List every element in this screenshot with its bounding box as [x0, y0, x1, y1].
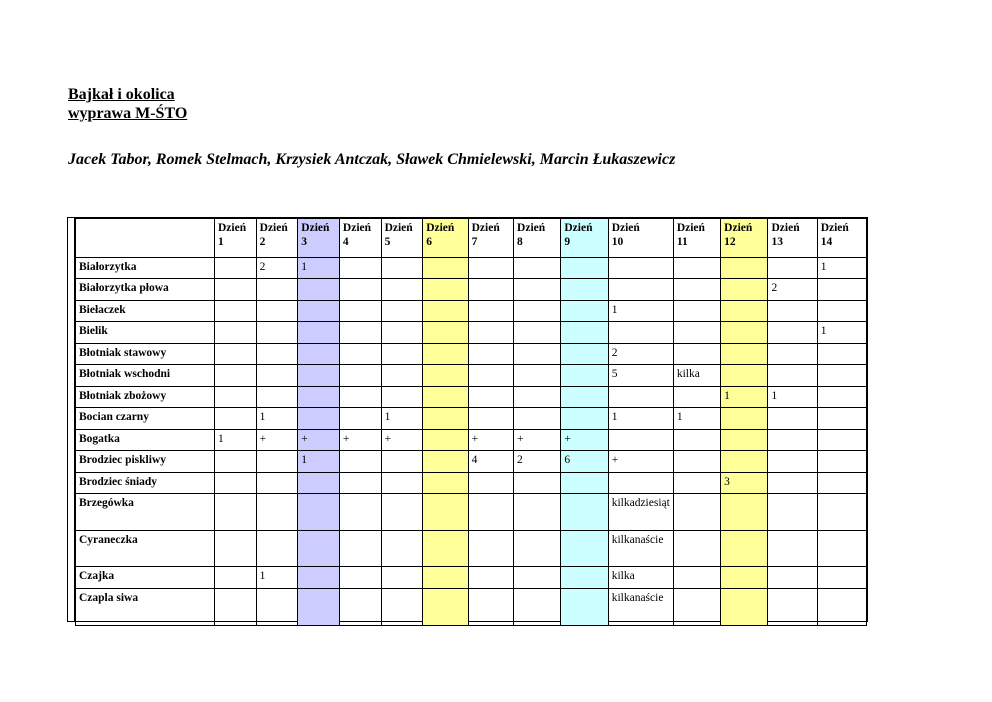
day-header-6	[423, 219, 468, 258]
sighting-count-day-3: +	[298, 430, 340, 451]
sighting-count-day-9	[561, 322, 608, 344]
sighting-count-day-5	[381, 322, 423, 344]
sighting-count-day-7	[468, 258, 513, 279]
table-row	[76, 589, 867, 626]
sighting-count-day-8	[514, 322, 561, 344]
sighting-count-day-7: 4	[468, 451, 513, 473]
sighting-count-day-8	[514, 387, 561, 408]
sighting-count-day-5: 1	[381, 408, 423, 430]
table-row	[76, 344, 867, 365]
sighting-count-day-12	[721, 430, 768, 451]
sighting-count-day-5	[381, 589, 423, 626]
sighting-count-day-6	[423, 322, 468, 344]
species-name: Błotniak zbożowy	[76, 387, 215, 408]
sighting-count-day-11	[673, 301, 720, 322]
sighting-count-day-4	[339, 408, 381, 430]
sighting-count-day-8	[514, 408, 561, 430]
sighting-count-day-2	[256, 301, 298, 322]
sighting-count-day-13	[768, 430, 817, 451]
species-name: Białorzytka płowa	[76, 279, 215, 301]
sighting-count-day-3	[298, 365, 340, 387]
sighting-count-day-13	[768, 408, 817, 430]
sighting-count-day-13	[768, 451, 817, 473]
sighting-count-day-12	[721, 408, 768, 430]
sighting-count-day-14	[817, 531, 866, 567]
sighting-count-day-5	[381, 344, 423, 365]
sighting-count-day-14: 1	[817, 322, 866, 344]
table-row	[76, 279, 867, 301]
sighting-count-day-11	[673, 531, 720, 567]
sighting-count-day-12	[721, 531, 768, 567]
day-header-label: Dzień	[564, 222, 593, 234]
species-name: Brodziec piskliwy	[76, 451, 215, 473]
sighting-count-day-9	[561, 387, 608, 408]
day-header-4	[339, 219, 381, 258]
sighting-count-day-10: kilkanaście	[608, 589, 673, 626]
table-row	[76, 301, 867, 322]
sighting-count-day-3	[298, 567, 340, 589]
sighting-count-day-4	[339, 387, 381, 408]
sighting-count-day-9: 6	[561, 451, 608, 473]
sighting-count-day-8	[514, 589, 561, 626]
table-row	[76, 258, 867, 279]
sighting-count-day-1	[215, 344, 257, 365]
sighting-count-day-1	[215, 589, 257, 626]
day-header-10	[608, 219, 673, 258]
day-header-number: 9	[564, 236, 571, 248]
sighting-count-day-4	[339, 451, 381, 473]
table-row	[76, 451, 867, 473]
sighting-count-day-1	[215, 473, 257, 494]
sighting-count-day-10: 5	[608, 365, 673, 387]
day-header-8	[514, 219, 561, 258]
day-header-number: 1	[218, 236, 224, 248]
sighting-count-day-2	[256, 473, 298, 494]
sighting-count-day-11	[673, 344, 720, 365]
sighting-count-day-14	[817, 494, 866, 531]
sighting-count-day-6	[423, 258, 468, 279]
sighting-count-day-2	[256, 365, 298, 387]
sightings-table-frame	[67, 217, 868, 622]
sighting-count-day-10	[608, 279, 673, 301]
sighting-count-day-2	[256, 589, 298, 626]
sighting-count-day-6	[423, 589, 468, 626]
sighting-count-day-12: 3	[721, 473, 768, 494]
sighting-count-day-8	[514, 365, 561, 387]
day-header-number: 2	[259, 236, 266, 248]
sighting-count-day-2: 1	[256, 567, 298, 589]
sighting-count-day-3	[298, 408, 340, 430]
day-header-7	[468, 219, 513, 258]
day-header-number: 4	[342, 236, 349, 248]
sighting-count-day-6	[423, 301, 468, 322]
day-header-5	[381, 219, 423, 258]
sighting-count-day-2: +	[256, 430, 298, 451]
sighting-count-day-4	[339, 473, 381, 494]
sighting-count-day-12	[721, 589, 768, 626]
sighting-count-day-4	[339, 567, 381, 589]
sighting-count-day-1	[215, 322, 257, 344]
sighting-count-day-1	[215, 258, 257, 279]
document-title	[68, 85, 187, 123]
sighting-count-day-9	[561, 301, 608, 322]
day-header-number: 11	[676, 236, 688, 248]
species-name: Czajka	[76, 567, 215, 589]
sighting-count-day-14	[817, 301, 866, 322]
sighting-count-day-14	[817, 589, 866, 626]
sighting-count-day-13	[768, 473, 817, 494]
sighting-count-day-12	[721, 365, 768, 387]
sighting-count-day-1	[215, 531, 257, 567]
sighting-count-day-9	[561, 344, 608, 365]
sighting-count-day-11	[673, 258, 720, 279]
species-name: Błotniak wschodni	[76, 365, 215, 387]
day-header-14	[817, 219, 866, 258]
sighting-count-day-12	[721, 494, 768, 531]
sighting-count-day-6	[423, 365, 468, 387]
authors-line: Jacek Tabor, Romek Stelmach, Krzysiek Antczak, Sławek Chmielewski, Marcin Łukaszewicz	[68, 151, 676, 168]
sighting-count-day-12	[721, 279, 768, 301]
table-row	[76, 387, 867, 408]
sighting-count-day-9	[561, 279, 608, 301]
sighting-count-day-6	[423, 387, 468, 408]
title-line-2: wyprawa M-ŚTO	[68, 105, 188, 122]
sighting-count-day-9	[561, 365, 608, 387]
sighting-count-day-1	[215, 451, 257, 473]
day-header-label: Dzień	[384, 222, 413, 234]
sighting-count-day-4	[339, 494, 381, 531]
sighting-count-day-3: 1	[298, 258, 340, 279]
sighting-count-day-6	[423, 567, 468, 589]
sighting-count-day-9	[561, 258, 608, 279]
sighting-count-day-10: 2	[608, 344, 673, 365]
day-header-label: Dzień	[676, 222, 705, 234]
sighting-count-day-4	[339, 365, 381, 387]
table-row	[76, 430, 867, 451]
sighting-count-day-7	[468, 473, 513, 494]
sighting-count-day-1	[215, 279, 257, 301]
sighting-count-day-1: 1	[215, 430, 257, 451]
sighting-count-day-10: +	[608, 451, 673, 473]
sighting-count-day-1	[215, 567, 257, 589]
sighting-count-day-9: +	[561, 430, 608, 451]
day-header-label: Dzień	[771, 222, 800, 234]
sighting-count-day-7	[468, 494, 513, 531]
sighting-count-day-1	[215, 408, 257, 430]
day-header-2	[256, 219, 298, 258]
sighting-count-day-6	[423, 494, 468, 531]
day-header-number: 6	[426, 236, 432, 248]
sighting-count-day-3	[298, 301, 340, 322]
sighting-count-day-6	[423, 430, 468, 451]
sighting-count-day-6	[423, 451, 468, 473]
sighting-count-day-3	[298, 494, 340, 531]
sighting-count-day-8	[514, 301, 561, 322]
day-header-label: Dzień	[611, 222, 640, 234]
sighting-count-day-13	[768, 322, 817, 344]
sighting-count-day-5	[381, 494, 423, 531]
sighting-count-day-8: 2	[514, 451, 561, 473]
day-header-13	[768, 219, 817, 258]
sighting-count-day-11	[673, 473, 720, 494]
day-header-label: Dzień	[820, 222, 849, 234]
table-row	[76, 365, 867, 387]
day-header-label: Dzień	[471, 222, 500, 234]
table-row	[76, 408, 867, 430]
sighting-count-day-14	[817, 451, 866, 473]
sighting-count-day-5	[381, 567, 423, 589]
sighting-count-day-5	[381, 531, 423, 567]
sighting-count-day-12	[721, 301, 768, 322]
sighting-count-day-1	[215, 387, 257, 408]
day-header-label: Dzień	[426, 222, 455, 234]
sighting-count-day-5	[381, 258, 423, 279]
sighting-count-day-10: 1	[608, 301, 673, 322]
sighting-count-day-9	[561, 473, 608, 494]
day-header-number: 5	[384, 236, 391, 248]
day-header-3	[298, 219, 340, 258]
sighting-count-day-4	[339, 322, 381, 344]
sighting-count-day-10: kilka	[608, 567, 673, 589]
day-header-label: Dzień	[259, 222, 288, 234]
sighting-count-day-13	[768, 344, 817, 365]
sighting-count-day-11	[673, 387, 720, 408]
species-name: Brzegówka	[76, 494, 215, 531]
species-name: Bielik	[76, 322, 215, 344]
sighting-count-day-8	[514, 279, 561, 301]
sighting-count-day-4	[339, 531, 381, 567]
sighting-count-day-10	[608, 322, 673, 344]
sighting-count-day-7	[468, 589, 513, 626]
day-header-label: Dzień	[517, 222, 546, 234]
sighting-count-day-5	[381, 279, 423, 301]
sighting-count-day-3	[298, 473, 340, 494]
sighting-count-day-2	[256, 451, 298, 473]
sighting-count-day-13	[768, 531, 817, 567]
sighting-count-day-14	[817, 473, 866, 494]
sighting-count-day-3	[298, 322, 340, 344]
sighting-count-day-9	[561, 531, 608, 567]
day-header-number: 13	[771, 236, 783, 248]
sighting-count-day-4	[339, 279, 381, 301]
sighting-count-day-6	[423, 344, 468, 365]
sighting-count-day-10	[608, 473, 673, 494]
species-name: Czapla siwa	[76, 589, 215, 626]
day-header-1	[215, 219, 257, 258]
sighting-count-day-2	[256, 531, 298, 567]
sighting-count-day-2: 1	[256, 408, 298, 430]
sighting-count-day-13: 1	[768, 387, 817, 408]
table-corner-cell	[76, 219, 215, 258]
sighting-count-day-11	[673, 494, 720, 531]
sighting-count-day-13	[768, 365, 817, 387]
sighting-count-day-9	[561, 408, 608, 430]
sighting-count-day-13	[768, 589, 817, 626]
title-line-1: Bajkał i okolica	[68, 86, 175, 103]
sighting-count-day-11	[673, 567, 720, 589]
sighting-count-day-3	[298, 279, 340, 301]
sighting-count-day-13	[768, 494, 817, 531]
sighting-count-day-3	[298, 531, 340, 567]
sighting-count-day-2	[256, 344, 298, 365]
sighting-count-day-2: 2	[256, 258, 298, 279]
sighting-count-day-5	[381, 365, 423, 387]
sighting-count-day-9	[561, 589, 608, 626]
table-row	[76, 494, 867, 531]
sighting-count-day-6	[423, 473, 468, 494]
bird-sightings-table	[75, 218, 867, 626]
sighting-count-day-11	[673, 322, 720, 344]
sighting-count-day-7	[468, 322, 513, 344]
sighting-count-day-5	[381, 451, 423, 473]
species-name: Błotniak stawowy	[76, 344, 215, 365]
day-header-number: 10	[611, 236, 624, 248]
species-name: Biełaczek	[76, 301, 215, 322]
day-header-label: Dzień	[342, 222, 372, 234]
sighting-count-day-4: +	[339, 430, 381, 451]
sighting-count-day-12	[721, 567, 768, 589]
species-name: Białorzytka	[76, 258, 215, 279]
sighting-count-day-11	[673, 279, 720, 301]
sighting-count-day-13	[768, 258, 817, 279]
sighting-count-day-5	[381, 473, 423, 494]
sighting-count-day-3	[298, 344, 340, 365]
sighting-count-day-2	[256, 279, 298, 301]
sighting-count-day-13: 2	[768, 279, 817, 301]
sighting-count-day-12	[721, 451, 768, 473]
sighting-count-day-11	[673, 589, 720, 626]
species-name: Bogatka	[76, 430, 215, 451]
sighting-count-day-2	[256, 494, 298, 531]
sighting-count-day-6	[423, 279, 468, 301]
sighting-count-day-8	[514, 473, 561, 494]
sighting-count-day-10: 1	[608, 408, 673, 430]
sighting-count-day-14	[817, 408, 866, 430]
sighting-count-day-12	[721, 322, 768, 344]
sighting-count-day-4	[339, 589, 381, 626]
species-name: Bocian czarny	[76, 408, 215, 430]
table-row	[76, 473, 867, 494]
sighting-count-day-14	[817, 387, 866, 408]
sighting-count-day-5: +	[381, 430, 423, 451]
sighting-count-day-8	[514, 258, 561, 279]
sighting-count-day-8	[514, 567, 561, 589]
sighting-count-day-6	[423, 531, 468, 567]
sighting-count-day-11	[673, 430, 720, 451]
day-header-label: Dzień	[724, 222, 753, 234]
sighting-count-day-4	[339, 344, 381, 365]
sighting-count-day-4	[339, 258, 381, 279]
sighting-count-day-7	[468, 344, 513, 365]
sighting-count-day-2	[256, 322, 298, 344]
sighting-count-day-3: 1	[298, 451, 340, 473]
sighting-count-day-7	[468, 531, 513, 567]
table-row	[76, 322, 867, 344]
table-row	[76, 567, 867, 589]
sighting-count-day-10: kilkanaście	[608, 531, 673, 567]
sighting-count-day-5	[381, 301, 423, 322]
sighting-count-day-6	[423, 408, 468, 430]
sighting-count-day-14	[817, 567, 866, 589]
sighting-count-day-7	[468, 301, 513, 322]
day-header-number: 8	[517, 236, 523, 248]
day-header-number: 7	[471, 236, 478, 248]
sighting-count-day-12	[721, 344, 768, 365]
sighting-count-day-8	[514, 494, 561, 531]
sighting-count-day-1	[215, 365, 257, 387]
sighting-count-day-8: +	[514, 430, 561, 451]
sighting-count-day-7: +	[468, 430, 513, 451]
sighting-count-day-7	[468, 279, 513, 301]
sighting-count-day-7	[468, 567, 513, 589]
sighting-count-day-14	[817, 279, 866, 301]
species-name: Brodziec śniady	[76, 473, 215, 494]
sighting-count-day-8	[514, 344, 561, 365]
sighting-count-day-2	[256, 387, 298, 408]
sighting-count-day-9	[561, 494, 608, 531]
sighting-count-day-5	[381, 387, 423, 408]
sighting-count-day-9	[561, 567, 608, 589]
sighting-count-day-8	[514, 531, 561, 567]
day-header-label: Dzień	[301, 222, 330, 234]
day-header-12	[721, 219, 768, 258]
species-name: Cyraneczka	[76, 531, 215, 567]
sighting-count-day-10: kilkadziesiąt	[608, 494, 673, 531]
sighting-count-day-10	[608, 258, 673, 279]
sighting-count-day-11: kilka	[673, 365, 720, 387]
sighting-count-day-7	[468, 365, 513, 387]
sighting-count-day-10	[608, 430, 673, 451]
sighting-count-day-4	[339, 301, 381, 322]
day-header-9	[561, 219, 608, 258]
sighting-count-day-7	[468, 408, 513, 430]
sighting-count-day-7	[468, 387, 513, 408]
sighting-count-day-11: 1	[673, 408, 720, 430]
sighting-count-day-14	[817, 344, 866, 365]
day-header-11	[673, 219, 720, 258]
sighting-count-day-14: 1	[817, 258, 866, 279]
table-header-row	[76, 219, 867, 258]
sighting-count-day-14	[817, 365, 866, 387]
day-header-number: 12	[724, 236, 736, 248]
table-row	[76, 531, 867, 567]
sighting-count-day-1	[215, 494, 257, 531]
sighting-count-day-13	[768, 301, 817, 322]
sighting-count-day-11	[673, 451, 720, 473]
day-header-number: 3	[301, 236, 308, 248]
sighting-count-day-12: 1	[721, 387, 768, 408]
sighting-count-day-12	[721, 258, 768, 279]
sighting-count-day-1	[215, 301, 257, 322]
sighting-count-day-14	[817, 430, 866, 451]
day-header-number: 14	[820, 236, 833, 248]
sighting-count-day-13	[768, 567, 817, 589]
sighting-count-day-3	[298, 387, 340, 408]
sighting-count-day-3	[298, 589, 340, 626]
day-header-label: Dzień	[218, 222, 247, 234]
sighting-count-day-10	[608, 387, 673, 408]
